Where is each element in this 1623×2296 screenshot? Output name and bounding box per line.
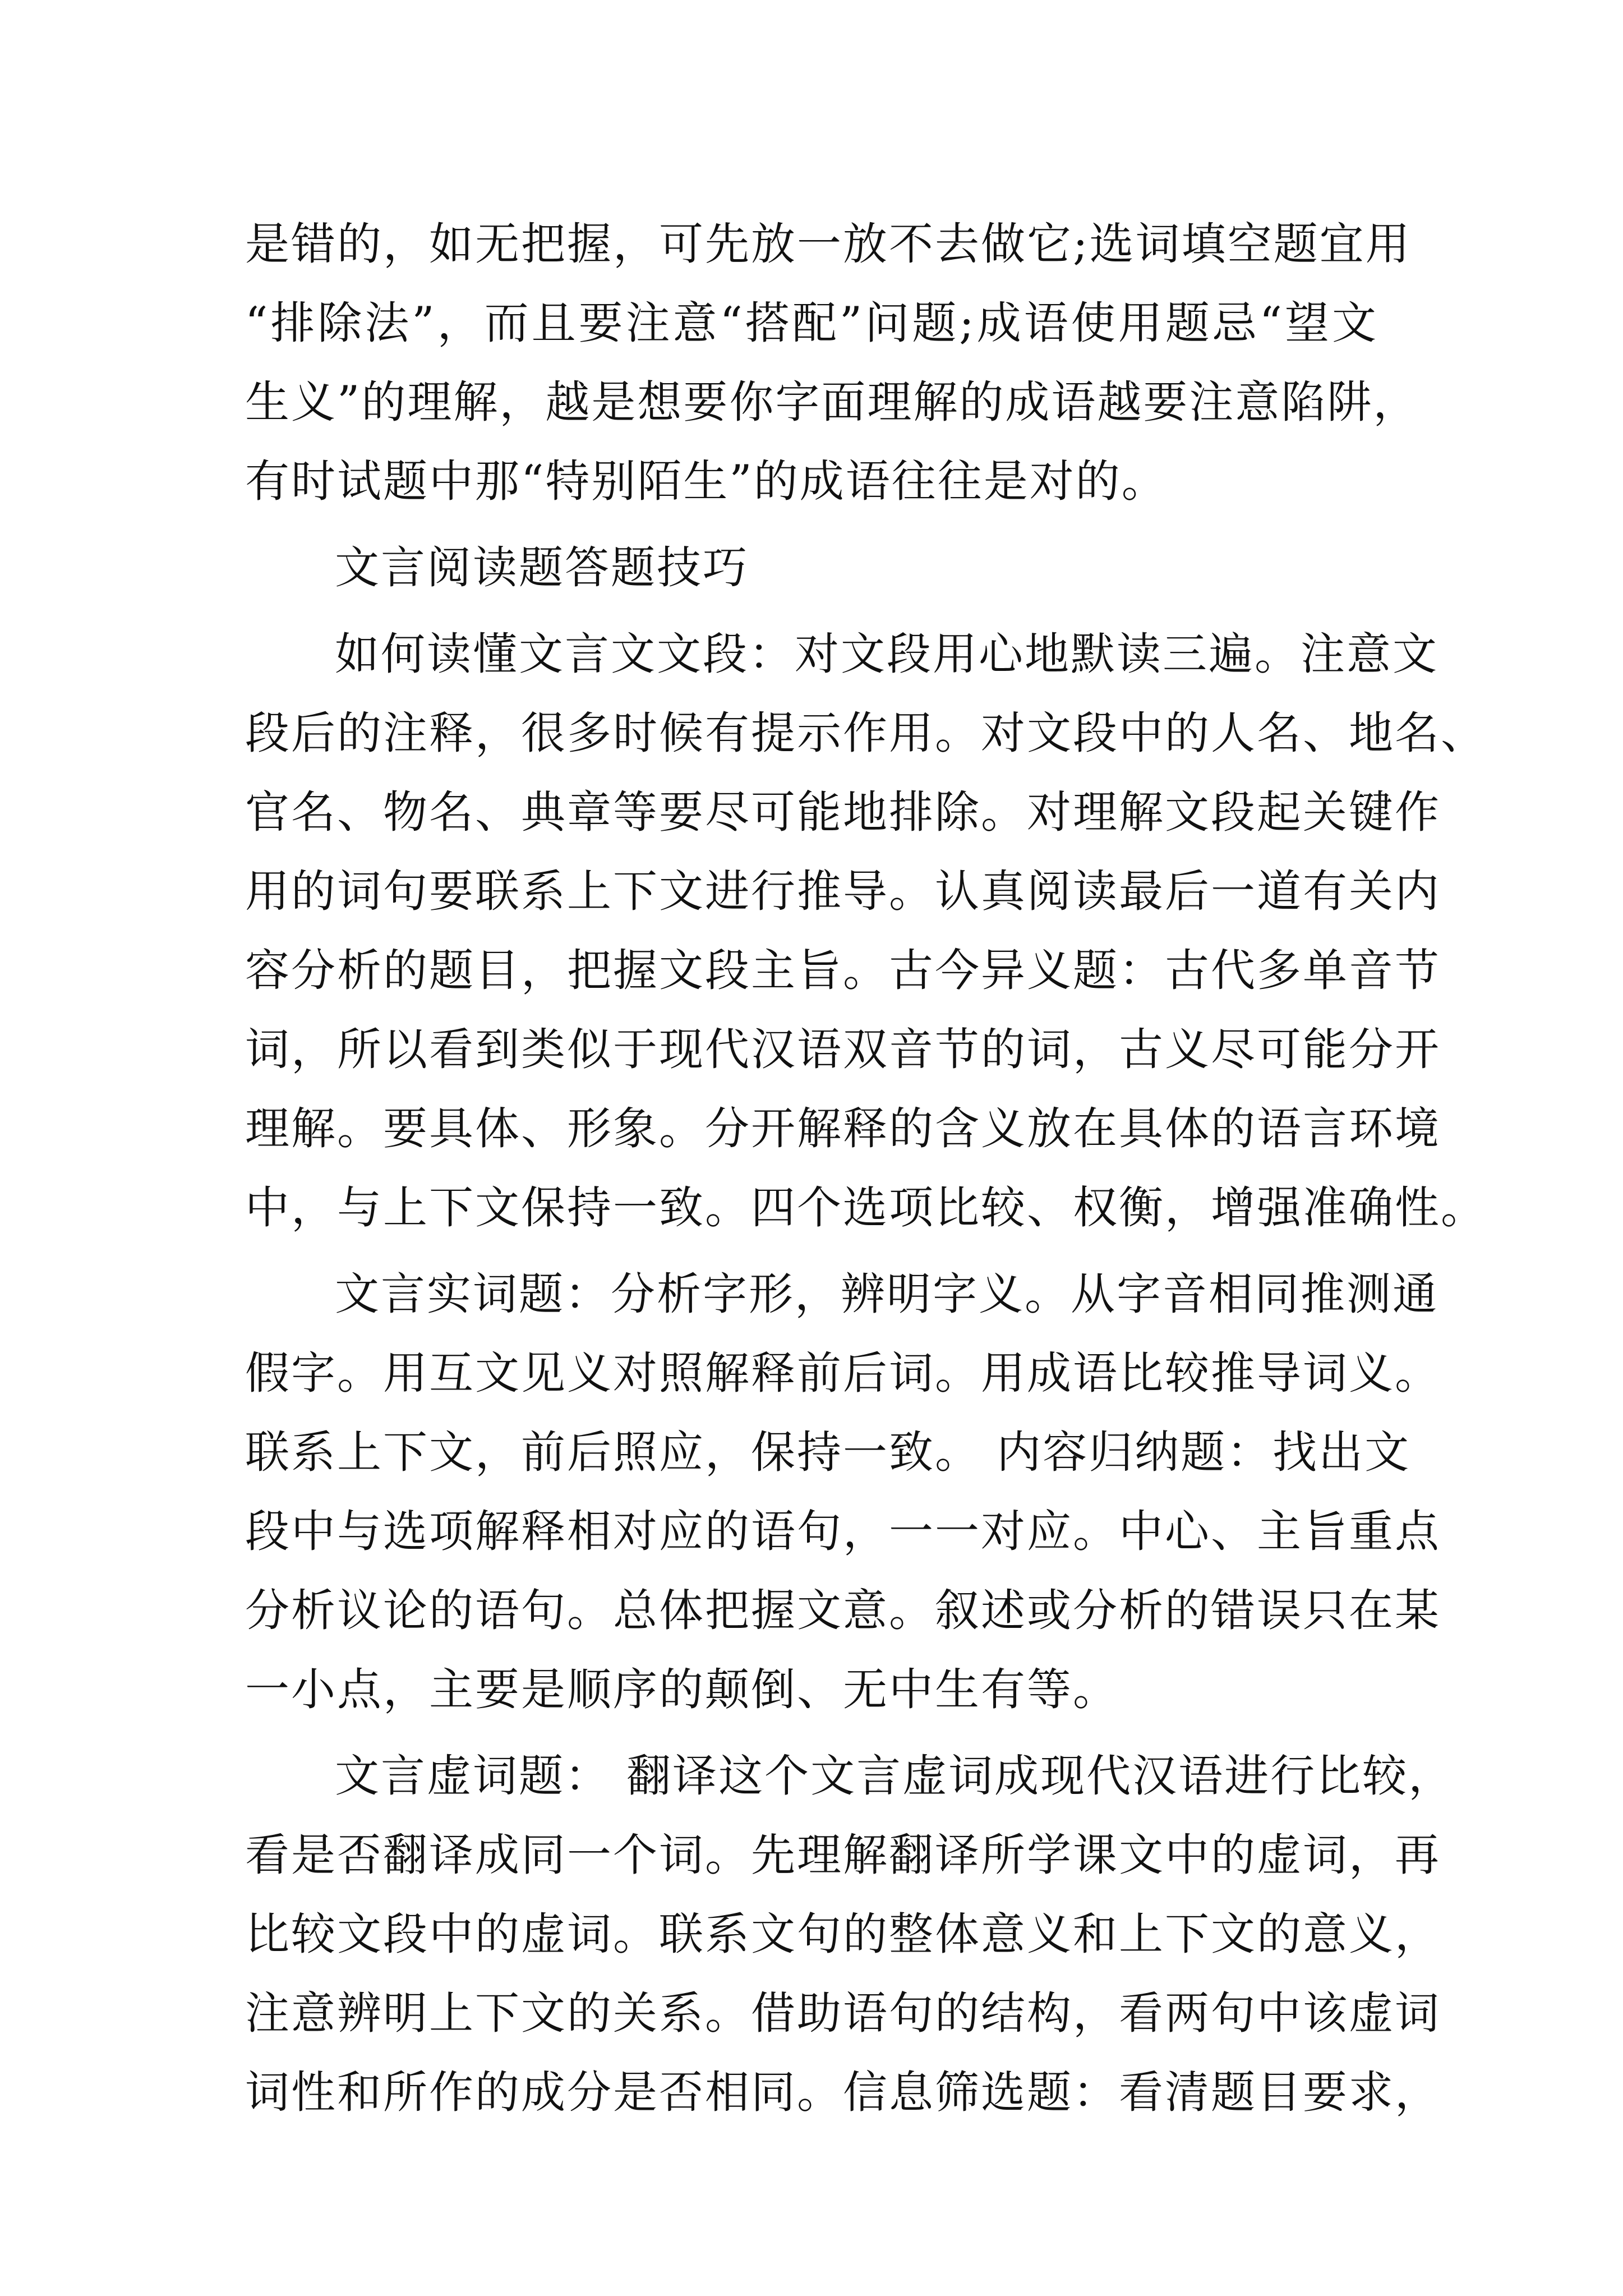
paragraph-content-words <box>245 1255 1441 1729</box>
text-line: 看是否翻译成同一个词。先理解翻译所学课文中的虚词，再 <box>245 1829 1441 1881</box>
paragraph-continuation <box>245 205 1419 521</box>
text-line: 文言虚词题： 翻译这个文言虚词成现代汉语进行比较， <box>335 1750 1455 1802</box>
text-line: 段后的注释，很多时候有提示作用。对文段中的人名、地名、 <box>245 707 1487 759</box>
text-line: 注意辨明上下文的关系。借助语句的结构，看两句中该虚词 <box>245 1987 1441 2039</box>
text-line: 比较文段中的虚词。联系文句的整体意义和上下文的意义， <box>245 1908 1441 1960</box>
text-line: 联系上下文，前后照应，保持一致。 内容归纳题：找出文 <box>245 1427 1411 1478</box>
text-line: 分析议论的语句。总体把握文意。叙述或分析的错误只在某 <box>245 1585 1441 1636</box>
text-line: 一小点，主要是顺序的颠倒、无中生有等。 <box>245 1664 1119 1715</box>
text-line: 词性和所作的成分是否相同。信息筛选题：看清题目要求， <box>245 2067 1441 2118</box>
text-line: 官名、物名、典章等要尽可能地排除。对理解文段起关键作 <box>245 786 1441 838</box>
text-line: 生义”的理解，越是想要你字面理解的成语越要注意陷阱， <box>245 376 1419 428</box>
text-line: 有时试题中那“特别陌生”的成语往往是对的。 <box>245 455 1168 507</box>
text-line: 中，与上下文保持一致。四个选项比较、权衡，增强准确性。 <box>245 1182 1487 1234</box>
section-heading <box>245 528 1378 608</box>
text-line: 文言实词题：分析字形，辨明字义。从字音相同推测通 <box>335 1268 1438 1320</box>
heading-text: 文言阅读题答题技巧 <box>335 542 749 593</box>
text-line: 理解。要具体、形象。分开解释的含义放在具体的语言环境 <box>245 1103 1441 1154</box>
text-line: 段中与选项解释相对应的语句，一一对应。中心、主旨重点 <box>245 1506 1441 1557</box>
text-line: 假字。用互文见义对照解释前后词。用成语比较推导词义。 <box>245 1347 1441 1399</box>
text-line: 用的词句要联系上下文进行推导。认真阅读最后一道有关内 <box>245 866 1441 917</box>
paragraph-reading-method <box>245 615 1487 1248</box>
text-line: 是错的，如无把握，可先放一放不去做它;选词填空题宜用 <box>245 218 1412 270</box>
text-line: 如何读懂文言文文段：对文段用心地默读三遍。注意文 <box>335 628 1438 680</box>
paragraph-function-words <box>245 1737 1455 2132</box>
text-line: 词，所以看到类似于现代汉语双音节的词，古义尽可能分开 <box>245 1024 1441 1075</box>
text-line: 容分析的题目，把握文段主旨。古今异义题：古代多单音节 <box>245 945 1441 996</box>
document-body <box>245 205 1487 2132</box>
text-line: “排除法”，而且要注意“搭配”问题;成语使用题忌“望文 <box>245 297 1378 349</box>
